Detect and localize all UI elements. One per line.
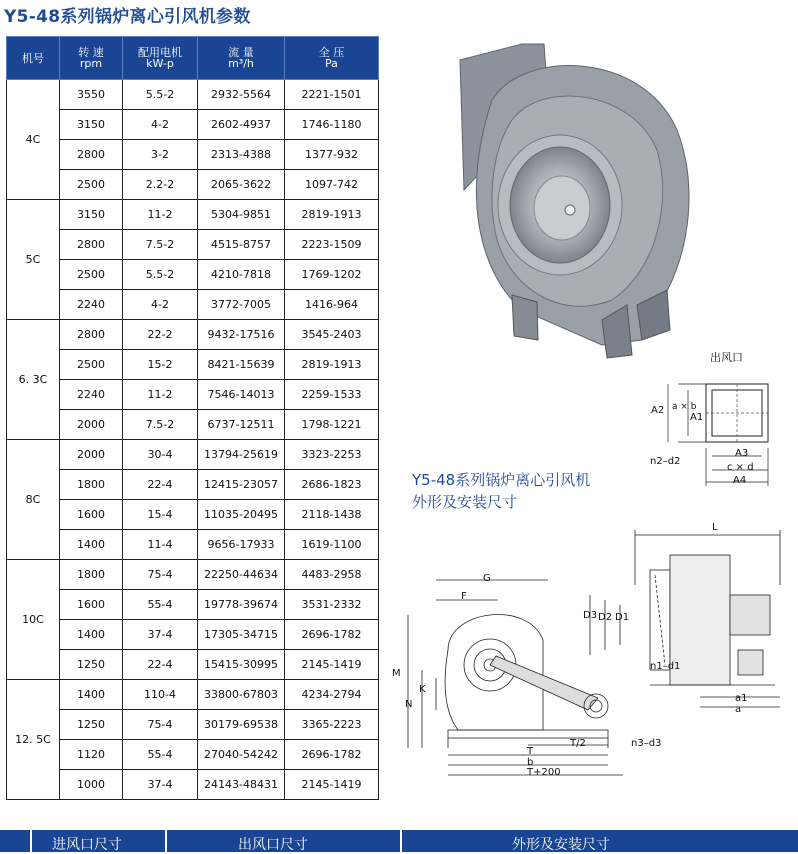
flow-cell: 27040-54242 — [198, 740, 285, 770]
bottom-col-outlet: 出风口尺寸 — [238, 837, 308, 853]
flow-cell: 7546-14013 — [198, 380, 285, 410]
table-row — [7, 650, 379, 680]
bottom-col-dimensions: 外形及安装尺寸 — [512, 837, 610, 853]
motor-cell: 7.5-2 — [123, 230, 198, 260]
speed-cell: 2500 — [60, 170, 123, 200]
model-cell: 10C — [7, 560, 60, 680]
flow-cell: 17305-34715 — [198, 620, 285, 650]
table-row — [7, 350, 379, 380]
speed-cell: 2500 — [60, 350, 123, 380]
bottom-col-inlet: 进风口尺寸 — [52, 837, 122, 853]
pressure-cell: 1746-1180 — [285, 110, 379, 140]
dim-D2: D2 — [598, 612, 613, 623]
flow-cell: 11035-20495 — [198, 500, 285, 530]
table-header-row — [7, 37, 379, 80]
bottom-header-bar — [0, 830, 798, 852]
flow-cell: 13794-25619 — [198, 440, 285, 470]
motor-cell: 5.5-2 — [123, 80, 198, 110]
pressure-cell: 1619-1100 — [285, 530, 379, 560]
table-row — [7, 410, 379, 440]
speed-cell: 1000 — [60, 770, 123, 800]
pressure-cell: 2696-1782 — [285, 740, 379, 770]
pressure-cell: 1416-964 — [285, 290, 379, 320]
motor-cell: 4-2 — [123, 290, 198, 320]
flow-cell: 15415-30995 — [198, 650, 285, 680]
table-row — [7, 200, 379, 230]
dim-D1: D1 — [615, 612, 630, 623]
speed-cell: 3150 — [60, 200, 123, 230]
table-row — [7, 380, 379, 410]
dim-D3: D3 — [583, 610, 598, 621]
speed-cell: 2000 — [60, 440, 123, 470]
motor-cell: 3-2 — [123, 140, 198, 170]
table-row — [7, 80, 379, 110]
header-motor: 配用电机 kW-p — [123, 37, 198, 80]
pressure-cell: 2259-1533 — [285, 380, 379, 410]
model-cell: 8C — [7, 440, 60, 560]
motor-cell: 5.5-2 — [123, 260, 198, 290]
motor-cell: 15-2 — [123, 350, 198, 380]
motor-cell: 15-4 — [123, 500, 198, 530]
pressure-cell: 3323-2253 — [285, 440, 379, 470]
header-model: 机号 — [7, 37, 60, 80]
table-row — [7, 740, 379, 770]
header-flow: 流 量 m³/h — [198, 37, 285, 80]
outlet-label-cxd: c × d — [727, 462, 754, 473]
pressure-cell: 2819-1913 — [285, 350, 379, 380]
speed-cell: 2500 — [60, 260, 123, 290]
speed-cell: 2800 — [60, 140, 123, 170]
flow-cell: 12415-23057 — [198, 470, 285, 500]
dim-M: M — [392, 668, 401, 679]
speed-cell: 1800 — [60, 470, 123, 500]
table-row — [7, 590, 379, 620]
drawing-caption-line2: 外形及安装尺寸 — [412, 493, 518, 511]
page-title: Y5-48系列锅炉离心引风机参数 — [4, 7, 251, 27]
motor-cell: 75-4 — [123, 710, 198, 740]
pressure-cell: 3365-2223 — [285, 710, 379, 740]
outlet-label-A2: A2 — [651, 405, 665, 416]
flow-cell: 2065-3622 — [198, 170, 285, 200]
speed-cell: 1400 — [60, 680, 123, 710]
speed-cell: 1400 — [60, 620, 123, 650]
flow-cell: 30179-69538 — [198, 710, 285, 740]
motor-cell: 22-4 — [123, 650, 198, 680]
dim-L: L — [712, 522, 718, 533]
header-speed: 转 速 rpm — [60, 37, 123, 80]
table-row — [7, 560, 379, 590]
speed-cell: 2800 — [60, 230, 123, 260]
pressure-cell: 2221-1501 — [285, 80, 379, 110]
motor-cell: 11-4 — [123, 530, 198, 560]
table-row — [7, 620, 379, 650]
table-row — [7, 770, 379, 800]
motor-cell: 4-2 — [123, 110, 198, 140]
speed-cell: 3550 — [60, 80, 123, 110]
outlet-title: 出风口 — [710, 351, 743, 364]
pressure-cell: 2696-1782 — [285, 620, 379, 650]
speed-cell: 1120 — [60, 740, 123, 770]
outlet-diagram — [648, 378, 778, 490]
dim-N: N — [405, 699, 413, 710]
pressure-cell: 4483-2958 — [285, 560, 379, 590]
motor-cell: 22-4 — [123, 470, 198, 500]
speed-cell: 1800 — [60, 560, 123, 590]
table-row — [7, 680, 379, 710]
motor-cell: 110-4 — [123, 680, 198, 710]
pressure-cell: 2223-1509 — [285, 230, 379, 260]
outlet-label-A3: A3 — [735, 448, 749, 459]
pressure-cell: 1798-1221 — [285, 410, 379, 440]
motor-cell: 7.5-2 — [123, 410, 198, 440]
outlet-label-A4: A4 — [733, 475, 747, 486]
flow-cell: 4210-7818 — [198, 260, 285, 290]
motor-cell: 37-4 — [123, 620, 198, 650]
model-cell: 4C — [7, 80, 60, 200]
flow-cell: 8421-15639 — [198, 350, 285, 380]
flow-cell: 6737-12511 — [198, 410, 285, 440]
table-row — [7, 320, 379, 350]
flow-cell: 2313-4388 — [198, 140, 285, 170]
model-cell: 12. 5C — [7, 680, 60, 800]
flow-cell: 33800-67803 — [198, 680, 285, 710]
drawing-caption-line1: Y5-48系列锅炉离心引风机 — [412, 471, 591, 489]
pressure-cell: 2686-1823 — [285, 470, 379, 500]
flow-cell: 19778-39674 — [198, 590, 285, 620]
pressure-cell: 3545-2403 — [285, 320, 379, 350]
speed-cell: 2240 — [60, 290, 123, 320]
motor-cell: 11-2 — [123, 200, 198, 230]
motor-cell: 37-4 — [123, 770, 198, 800]
pressure-cell: 2145-1419 — [285, 770, 379, 800]
dim-G: G — [483, 573, 491, 584]
motor-cell: 55-4 — [123, 740, 198, 770]
speed-cell: 1600 — [60, 590, 123, 620]
dim-T200: T+200 — [527, 767, 561, 778]
dim-n3d3: n3–d3 — [631, 738, 662, 749]
fan-spec-table — [6, 36, 379, 800]
speed-cell: 2240 — [60, 380, 123, 410]
flow-cell: 3772-7005 — [198, 290, 285, 320]
header-pressure: 全 压 Pa — [285, 37, 379, 80]
model-cell: 6. 3C — [7, 320, 60, 440]
table-row — [7, 440, 379, 470]
pressure-cell: 2819-1913 — [285, 200, 379, 230]
dim-T2: T/2 — [570, 738, 586, 749]
flow-cell: 24143-48431 — [198, 770, 285, 800]
pressure-cell: 1097-742 — [285, 170, 379, 200]
speed-cell: 2800 — [60, 320, 123, 350]
motor-cell: 75-4 — [123, 560, 198, 590]
fan-photo — [452, 40, 702, 360]
motor-cell: 2.2-2 — [123, 170, 198, 200]
dim-a1: a1 — [735, 693, 748, 704]
outlet-label-axb: a × b — [672, 402, 697, 412]
dim-a: a — [735, 704, 742, 715]
table-row — [7, 470, 379, 500]
outlet-label-A1: A1 — [690, 412, 704, 423]
pressure-cell: 2118-1438 — [285, 500, 379, 530]
motor-cell: 11-2 — [123, 380, 198, 410]
table-row — [7, 140, 379, 170]
speed-cell: 1250 — [60, 650, 123, 680]
speed-cell: 1400 — [60, 530, 123, 560]
speed-cell: 2000 — [60, 410, 123, 440]
speed-cell: 3150 — [60, 110, 123, 140]
dim-n1d1: n1–d1 — [650, 661, 681, 672]
pressure-cell: 1769-1202 — [285, 260, 379, 290]
flow-cell: 2932-5564 — [198, 80, 285, 110]
outlet-label-n2d2: n2–d2 — [650, 456, 681, 467]
flow-cell: 4515-8757 — [198, 230, 285, 260]
dim-T: T — [527, 746, 534, 757]
dim-b: b — [527, 757, 534, 768]
pressure-cell: 1377-932 — [285, 140, 379, 170]
table-row — [7, 530, 379, 560]
speed-cell: 1250 — [60, 710, 123, 740]
flow-cell: 2602-4937 — [198, 110, 285, 140]
pressure-cell: 4234-2794 — [285, 680, 379, 710]
speed-cell: 1600 — [60, 500, 123, 530]
pressure-cell: 3531-2332 — [285, 590, 379, 620]
motor-cell: 22-2 — [123, 320, 198, 350]
flow-cell: 9656-17933 — [198, 530, 285, 560]
model-cell: 5C — [7, 200, 60, 320]
table-row — [7, 290, 379, 320]
table-row — [7, 710, 379, 740]
dim-F: F — [461, 591, 467, 602]
table-row — [7, 110, 379, 140]
flow-cell: 22250-44634 — [198, 560, 285, 590]
dim-K: K — [419, 684, 426, 695]
table-row — [7, 230, 379, 260]
motor-cell: 55-4 — [123, 590, 198, 620]
flow-cell: 9432-17516 — [198, 320, 285, 350]
table-row — [7, 500, 379, 530]
table-row — [7, 170, 379, 200]
flow-cell: 5304-9851 — [198, 200, 285, 230]
table-row — [7, 260, 379, 290]
motor-cell: 30-4 — [123, 440, 198, 470]
pressure-cell: 2145-1419 — [285, 650, 379, 680]
